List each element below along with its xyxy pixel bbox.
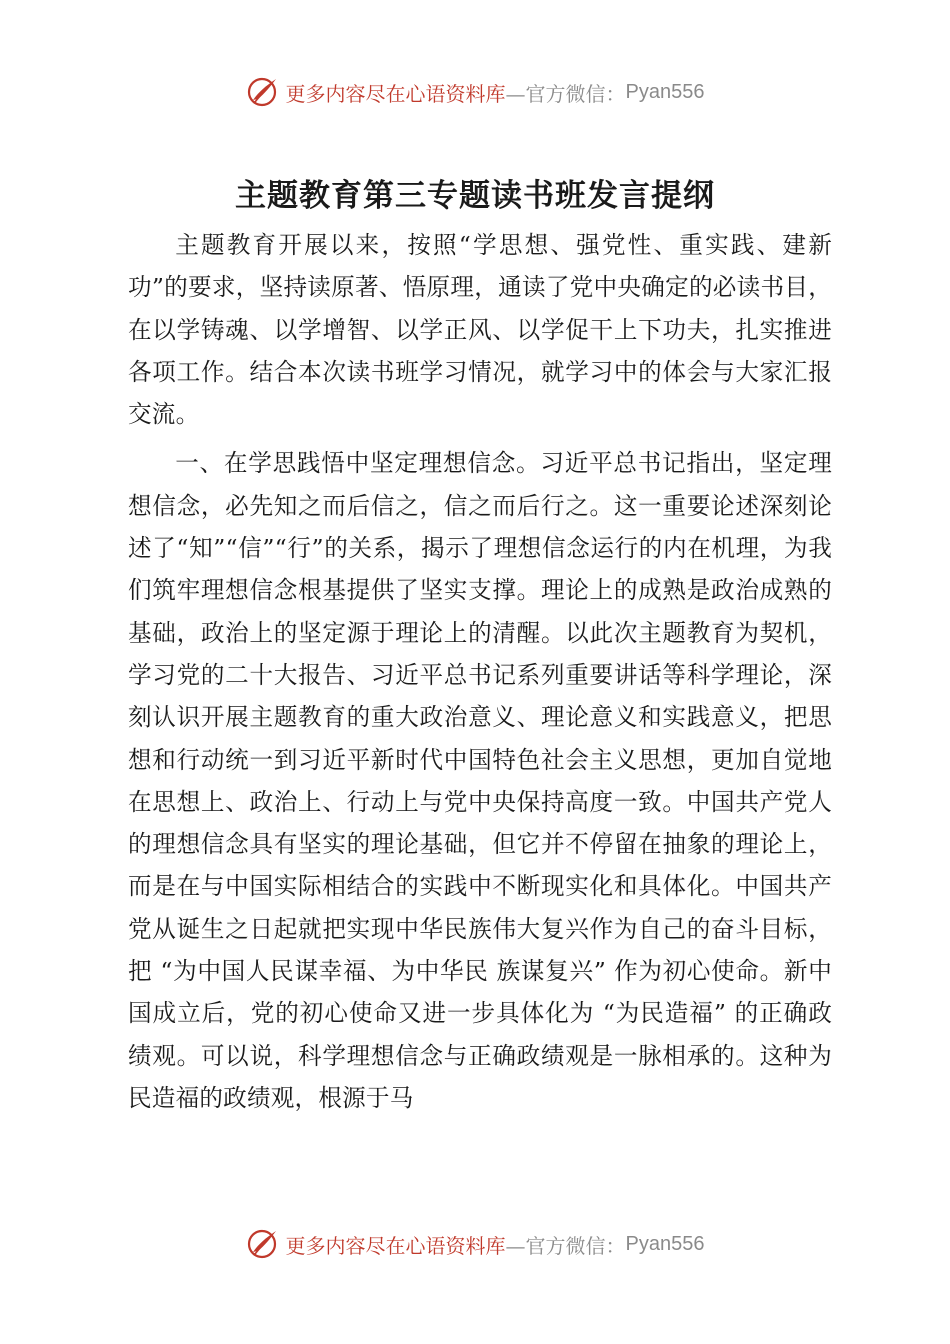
paragraph-section-1: 一、在学思践悟中坚定理想信念。习近平总书记指出，坚定理想信念，必先知之而后信之，信之而后行之。这一重要论述深刻论述了“知”“信”“行”的关系，揭示了理想信念运行的内在机理，为我们筑牢理想信念根基提供了坚实支撑。理论上的成熟是政治成熟的基础，政治上的坚定源于理论上的清醒。以此次主题教育为契机，学习党的二十大报告、习近平总书记系列重要讲话等科学理论，深刻认识开展主题教育的重大政治意义、理论意义和实践意义，把思想和行动统一到习近平新时代中国特色社会主义思想，更加自觉地在思想上、政治上、行动上与党中央保持高度一致。中国共产党人的理想信念具有坚实的理论基础，但它并不停留在抽象的理论上，而是在与中国实际相结合的实践中不断现实化和具体化。中国共产党从诞生之日起就把实现中华民族伟大复兴作为自己的奋斗目标，把 “为中国人民谋幸福、为中华民 族谋复兴” 作为初心使命。新中国成立后，党的初心使命又进一步具体化为 “为民造福” 的正确政绩观。可以说，科学理想信念与正确政绩观是一脉相承的。这种为民造福的政绩观，根源于马	[128, 449, 832, 1112]
banner-dash-text: —官方微信：	[505, 1233, 626, 1258]
banner-wechat-id: Pyan556	[625, 1232, 705, 1255]
banner-red-text: 更多内容尽在心语资料库	[285, 81, 506, 106]
quill-pen-logo-icon	[246, 75, 280, 109]
document-title: 主题教育第三专题读书班发言提纲	[235, 178, 715, 214]
banner-wechat-id: Pyan556	[625, 80, 705, 103]
quill-pen-logo-icon	[246, 1227, 280, 1261]
footer-banner	[0, 1224, 950, 1264]
document-body	[128, 224, 832, 1119]
banner-red-text: 更多内容尽在心语资料库	[285, 1233, 506, 1258]
paragraph-intro: 主题教育开展以来，按照“学思想、强党性、重实践、建新功”的要求，坚持读原著、悟原理，通读了党中央确定的必读书目，在以学铸魂、以学增智、以学正风、以学促干上下功夫，扎实推进各项工作。结合本次读书班学习情况，就学习中的体会与大家汇报交流。	[128, 231, 832, 429]
banner-dash-text: —官方微信：	[505, 81, 626, 106]
header-banner	[0, 72, 950, 112]
